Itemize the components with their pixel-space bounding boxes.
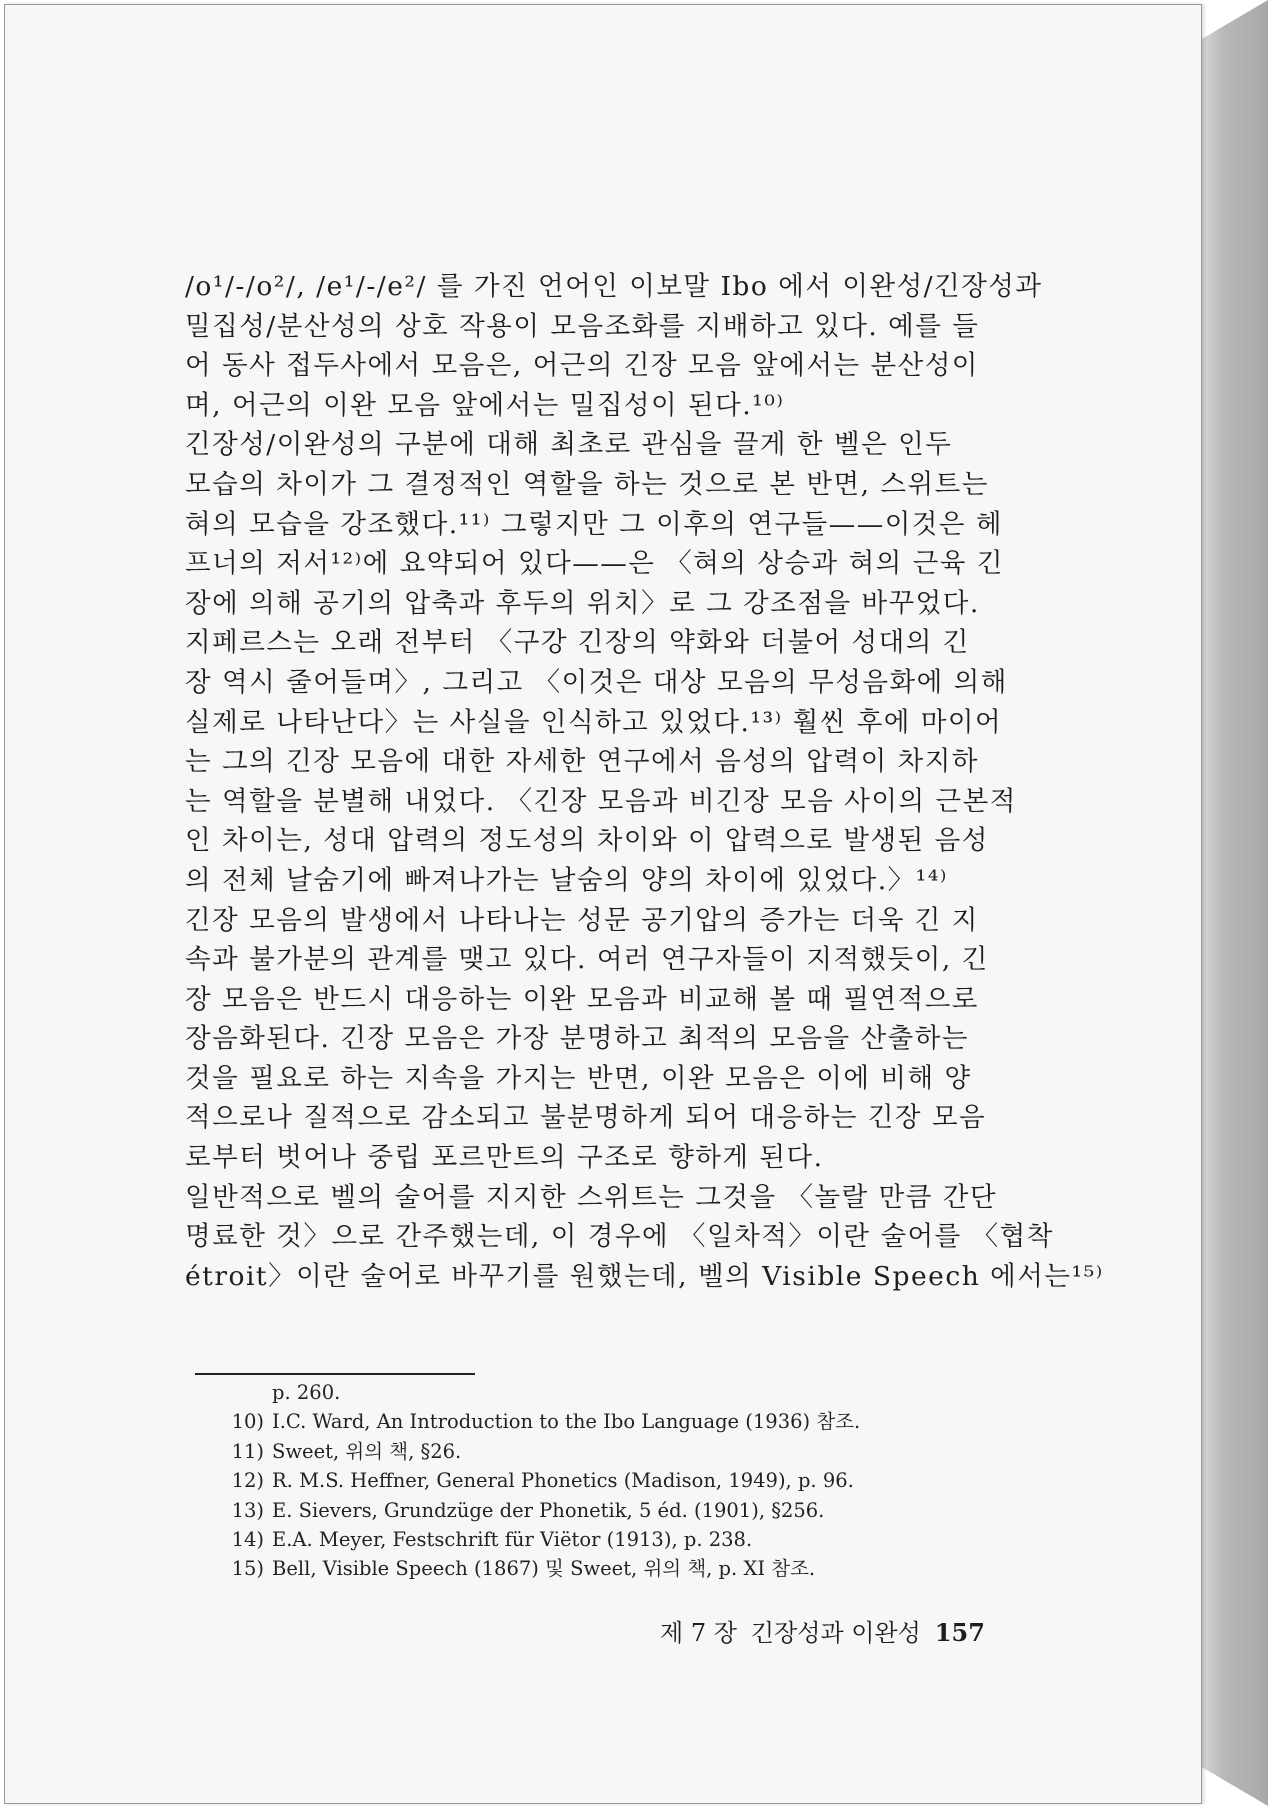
body-line: 모습의 차이가 그 결정적인 역할을 하는 것으로 본 반면, 스위트는 (185, 468, 989, 500)
body-line: /o¹/-/o²/, /e¹/-/e²/ 를 가진 언어인 이보말 Ibo 에서 이완성/긴장성과 (185, 271, 1043, 302)
body-line: 적으로나 질적으로 감소되고 불분명하게 되어 대응하는 긴장 모음 (185, 1102, 987, 1134)
body-line: 밀집성/분산성의 상호 작용이 모음조화를 지배하고 있다. 예를 들 (185, 310, 980, 342)
footnote-text: E.A. Meyer, Festschrift für Viëtor (1913), p. 238. (272, 1527, 753, 1551)
footnote-item (230, 1437, 1010, 1466)
body-line: 장음화된다. 긴장 모음은 가장 분명하고 최적의 모음을 산출하는 (185, 1023, 969, 1055)
footnote-text: I.C. Ward, An Introduction to the Ibo Language (1936) 참조. (272, 1410, 861, 1434)
footnote-item (230, 1554, 1010, 1583)
body-line: 지페르스는 오래 전부터 〈구강 긴장의 약화와 더불어 성대의 긴 (185, 627, 970, 659)
body-line: 일반적으로 벨의 술어를 지지한 스위트는 그것을 〈놀랄 만큼 간단 (185, 1181, 997, 1213)
footnote-number: 14) (231, 1527, 264, 1551)
footnote-text: R. M.S. Heffner, General Phonetics (Madison, 1949), p. 96. (272, 1469, 854, 1493)
body-line: 는 역할을 분별해 내었다. 〈긴장 모음과 비긴장 모음 사이의 근본적 (185, 785, 1017, 817)
footnote-number: 13) (231, 1498, 264, 1522)
footnote-number: 15) (231, 1557, 264, 1581)
footnote-item (230, 1525, 1010, 1554)
footnote-item (230, 1496, 1010, 1525)
body-line: 며, 어근의 이완 모음 앞에서는 밀집성이 된다.¹⁰⁾ (185, 389, 785, 421)
page-number: 157 (934, 1618, 985, 1647)
body-line: 인 차이는, 성대 압력의 정도성의 차이와 이 압력으로 발생된 음성 (185, 825, 989, 857)
footnote-item (230, 1466, 1010, 1495)
body-line: 명료한 것〉으로 간주했는데, 이 경우에 〈일차적〉이란 술어를 〈협착 (185, 1221, 1054, 1253)
body-line: 어 동사 접두사에서 모음은, 어근의 긴장 모음 앞에서는 분산성이 (185, 350, 979, 382)
body-line: 긴장 모음의 발생에서 나타나는 성문 공기압의 증가는 더욱 긴 지 (185, 904, 979, 936)
page-edge-bottom-corner (1200, 1766, 1268, 1806)
body-line: 는 그의 긴장 모음에 대한 자세한 연구에서 음성의 압력이 차지하 (185, 746, 979, 778)
footer-title: 긴장성과 이완성 (750, 1619, 921, 1647)
page-stack-edge (1200, 0, 1268, 1806)
footnote-item (230, 1407, 1010, 1436)
body-line: 의 전체 날숨기에 빠져나가는 날숨의 양의 차이에 있었다.〉¹⁴⁾ (185, 864, 948, 896)
footnote-text: Sweet, 위의 책, §26. (272, 1439, 462, 1463)
body-line: 장에 의해 공기의 압축과 후두의 위치〉로 그 강조점을 바꾸었다. (185, 587, 980, 619)
body-line: 혀의 모습을 강조했다.¹¹⁾ 그렇지만 그 이후의 연구들——이것은 헤 (185, 508, 1004, 540)
footnote-continuation: p. 260. (272, 1381, 341, 1404)
footnote-number: 12) (231, 1469, 264, 1493)
footnotes (230, 1378, 1010, 1584)
footnote-divider (195, 1373, 475, 1375)
body-line: étroit〉이란 술어로 바꾸기를 원했는데, 벨의 Visible Speech 에서는¹⁵⁾ (185, 1260, 1104, 1292)
page-edge-top-corner (1200, 0, 1268, 40)
body-line: 장 역시 줄어들며〉, 그리고 〈이것은 대상 모음의 무성음화에 의해 (185, 666, 1008, 698)
footer-chapter: 제 7 장 (660, 1619, 737, 1647)
body-line: 프너의 저서¹²⁾에 요약되어 있다——은 〈혀의 상승과 혀의 근육 긴 (185, 548, 1004, 580)
body-line: 장 모음은 반드시 대응하는 이완 모음과 비교해 볼 때 필연적으로 (185, 983, 979, 1015)
book-page (4, 4, 1202, 1804)
body-line: 긴장성/이완성의 구분에 대해 최초로 관심을 끌게 한 벨은 인두 (185, 429, 953, 461)
body-line: 실제로 나타난다〉는 사실을 인식하고 있었다.¹³⁾ 훨씬 후에 마이어 (185, 706, 1003, 738)
body-text (185, 267, 1104, 1296)
running-footer (660, 1616, 1010, 1650)
body-line: 로부터 벗어나 중립 포르만트의 구조로 향하게 된다. (185, 1142, 824, 1174)
footnote-text: E. Sievers, Grundzüge der Phonetik, 5 éd. (1901), §256. (272, 1498, 825, 1522)
body-line: 것을 필요로 하는 지속을 가지는 반면, 이완 모음은 이에 비해 양 (185, 1062, 972, 1094)
footnote-number: 10) (231, 1410, 264, 1434)
body-line: 속과 불가분의 관계를 맺고 있다. 여러 연구자들이 지적했듯이, 긴 (185, 944, 989, 976)
footnote-text: Bell, Visible Speech (1867) 및 Sweet, 위의 책, p. XI 참조. (272, 1557, 816, 1581)
footnote-number: 11) (231, 1439, 264, 1463)
